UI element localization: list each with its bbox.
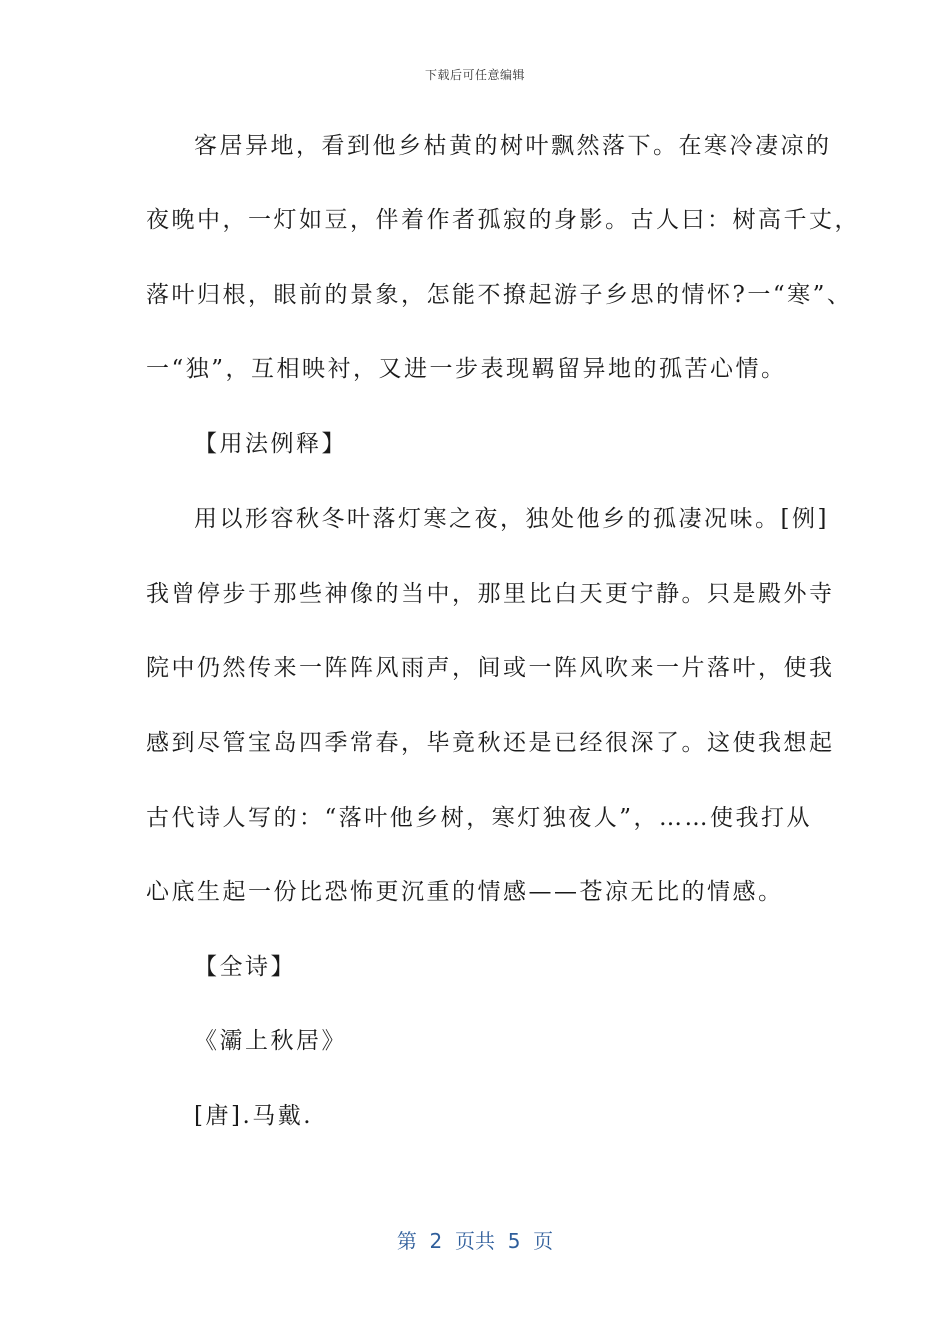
paragraph-line: 我曾停步于那些神像的当中，那里比白天更宁静。只是殿外寺 [146,581,835,607]
paragraph-line: 落叶归根，眼前的景象，怎能不撩起游子乡思的情怀?一“寒”、 [146,282,853,308]
download-note: 下载后可任意编辑 [424,68,525,82]
paragraph-line: 感到尽管宝岛四季常春，毕竟秋还是已经很深了。这使我想起 [146,730,835,756]
poem-author: [唐].马戴. [194,1103,314,1129]
poem-title: 《灞上秋居》 [194,1028,347,1054]
paragraph-line: 一“独”，互相映衬，又进一步表现羁留异地的孤苦心情。 [146,356,787,382]
paragraph-line: 客居异地，看到他乡枯黄的树叶飘然落下。在寒冷凄凉的 [194,133,832,159]
paragraph-line: 院中仍然传来一阵阵风雨声，间或一阵风吹来一片落叶，使我 [146,655,835,681]
paragraph-line: 古代诗人写的：“落叶他乡树，寒灯独夜人”，……使我打从 [146,805,813,831]
page-number: 第 2 页共 5 页 [396,1229,554,1253]
section-heading-usage: 【用法例释】 [194,431,347,457]
paragraph-line: 用以形容秋冬叶落灯寒之夜，独处他乡的孤凄况味。[例] [194,506,829,532]
paragraph-line: 心底生起一份比恐怖更沉重的情感——苍凉无比的情感。 [146,879,784,905]
paragraph-line: 夜晚中，一灯如豆，伴着作者孤寂的身影。古人曰：树高千丈， [146,207,860,233]
section-heading-full-poem: 【全诗】 [194,954,296,980]
